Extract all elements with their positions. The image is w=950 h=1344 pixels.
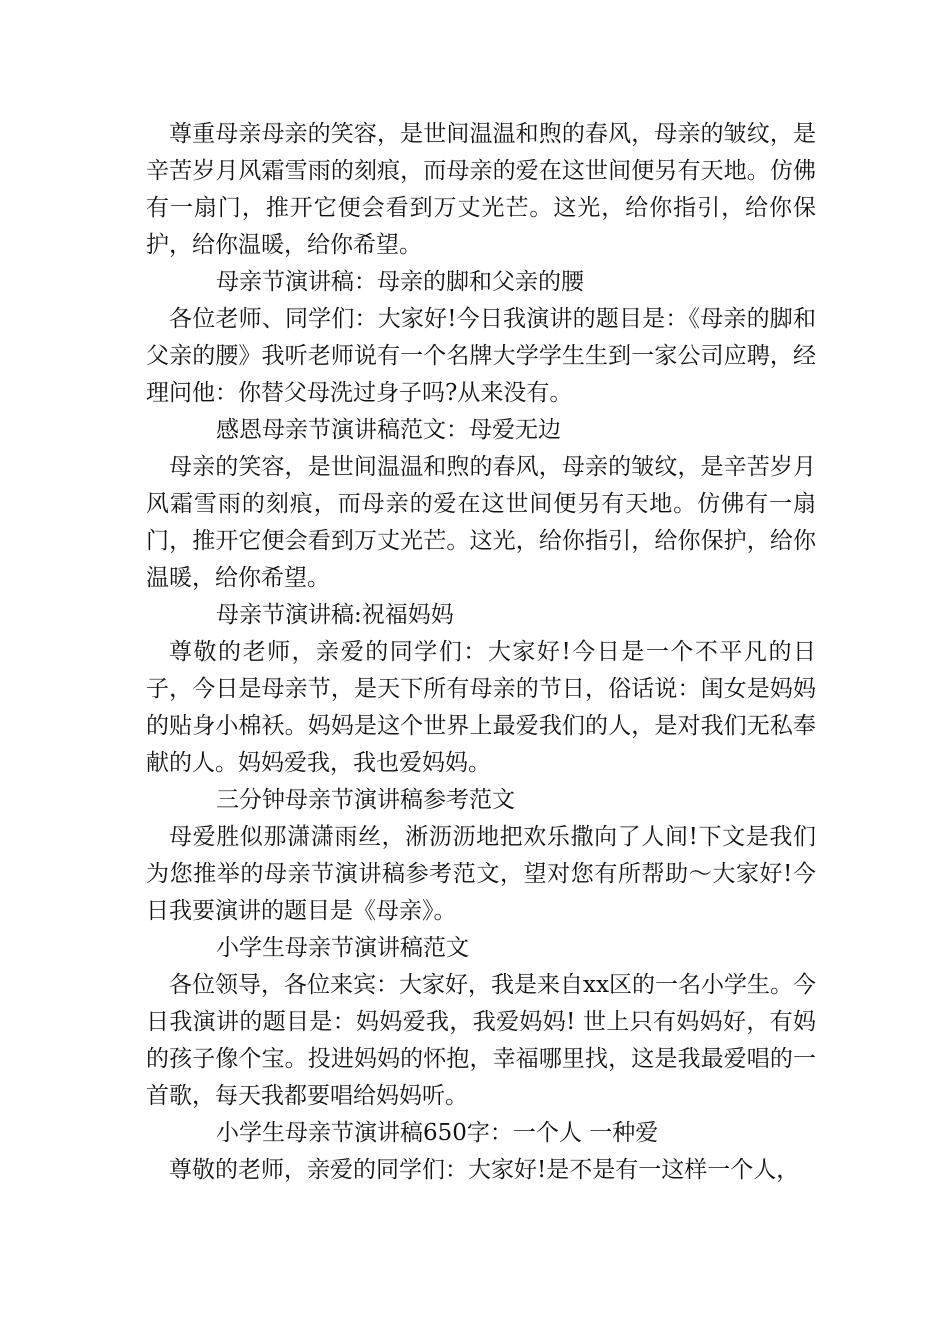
paragraph: 各位老师、同学们：大家好!今日我演讲的题目是：《母亲的脚和父亲的腰》我听老师说有一个名牌大学学生生到一家公司应聘，经理问他：你替父母洗过身子吗?从来没有。 [146,306,816,406]
section-heading: 母亲节演讲稿：母亲的脚和父亲的腰 [216,269,584,295]
section-heading: 小学生母亲节演讲稿范文 [216,935,469,961]
paragraph: 各位领导，各位来宾：大家好，我是来自xx区的一名小学生。今日我演讲的题目是：妈妈爱我，我爱妈妈! 世上只有妈妈好，有妈的孩子像个宝。投进妈妈的怀抱，幸福哪里找，这是我最爱唱的一首歌，每天我都要唱给妈妈听。 [146,972,816,1109]
paragraph: 尊敬的老师，亲爱的同学们：大家好!今日是一个不平凡的日子，今日是母亲节，是天下所有母亲的节日，俗话说：闺女是妈妈的贴身小棉袄。妈妈是这个世界上最爱我们的人，是对我们无私奉献的人。妈妈爱我，我也爱妈妈。 [146,639,816,776]
paragraph: 母亲的笑容，是世间温温和煦的春风，母亲的皱纹，是辛苦岁月风霜雪雨的刻痕，而母亲的爱在这世间便另有天地。仿佛有一扇门，推开它便会看到万丈光芒。这光，给你指引，给你保护，给你温暖，给你希望。 [146,454,816,591]
paragraph: 母爱胜似那潇潇雨丝，淅沥沥地把欢乐撒向了人间!下文是我们为您推举的母亲节演讲稿参考范文，望对您有所帮助～大家好!今日我要演讲的题目是《母亲》。 [146,824,816,924]
section-heading: 感恩母亲节演讲稿范文：母爱无边 [216,417,561,443]
paragraph: 尊敬的老师，亲爱的同学们：大家好!是不是有一这样一个人， [169,1157,800,1183]
paragraph: 尊重母亲母亲的笑容，是世间温温和煦的春风，母亲的皱纹，是辛苦岁月风霜雪雨的刻痕，而母亲的爱在这世间便另有天地。仿佛有一扇门，推开它便会看到万丈光芒。这光，给你指引，给你保护，给你温暖，给你希望。 [146,121,816,258]
section-heading: 母亲节演讲稿:祝福妈妈 [216,602,454,628]
section-heading: 三分钟母亲节演讲稿参考范文 [216,787,515,813]
document-body [146,116,816,1189]
section-heading: 小学生母亲节演讲稿650字：一个人 一种爱 [216,1120,659,1146]
